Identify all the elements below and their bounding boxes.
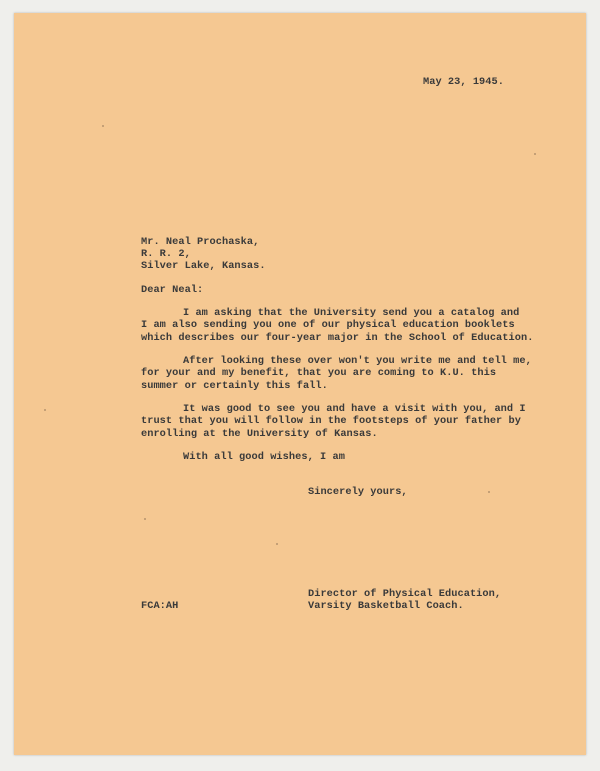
paragraph-line: which describes our four-year major in the School of Education. (141, 332, 534, 344)
paper-speck (276, 543, 278, 545)
paragraph-line: enrolling at the University of Kansas. (141, 428, 378, 440)
paper-speck (488, 491, 490, 493)
recipient-name: Mr. Neal Prochaska, (141, 236, 260, 248)
letter-page (14, 13, 586, 755)
paragraph-line: I am also sending you one of our physical education booklets (141, 319, 515, 331)
paper-speck (534, 153, 536, 155)
paper-speck (44, 409, 46, 411)
paragraph-line: It was good to see you and have a visit with you, and I (183, 403, 526, 415)
paragraph-line: trust that you will follow in the footsteps of your father by (141, 415, 521, 427)
paper-speck (144, 518, 146, 520)
recipient-route: R. R. 2, (141, 248, 191, 260)
recipient-city: Silver Lake, Kansas. (141, 260, 266, 272)
typist-initials: FCA:AH (141, 600, 179, 612)
salutation: Dear Neal: (141, 284, 204, 296)
paragraph-line: I am asking that the University send you a catalog and (183, 307, 520, 319)
body-paragraph-4: With all good wishes, I am (183, 451, 345, 463)
paper-speck (102, 125, 104, 127)
paragraph-line: for your and my benefit, that you are coming to K.U. this (141, 367, 497, 379)
closing: Sincerely yours, (308, 486, 408, 498)
signature-title-line: Director of Physical Education, (308, 588, 502, 600)
paragraph-line: summer or certainly this fall. (141, 380, 328, 392)
signature-title-line: Varsity Basketball Coach. (308, 600, 464, 612)
letter-date: May 23, 1945. (423, 76, 504, 88)
paragraph-line: After looking these over won't you write me and tell me, (183, 355, 532, 367)
